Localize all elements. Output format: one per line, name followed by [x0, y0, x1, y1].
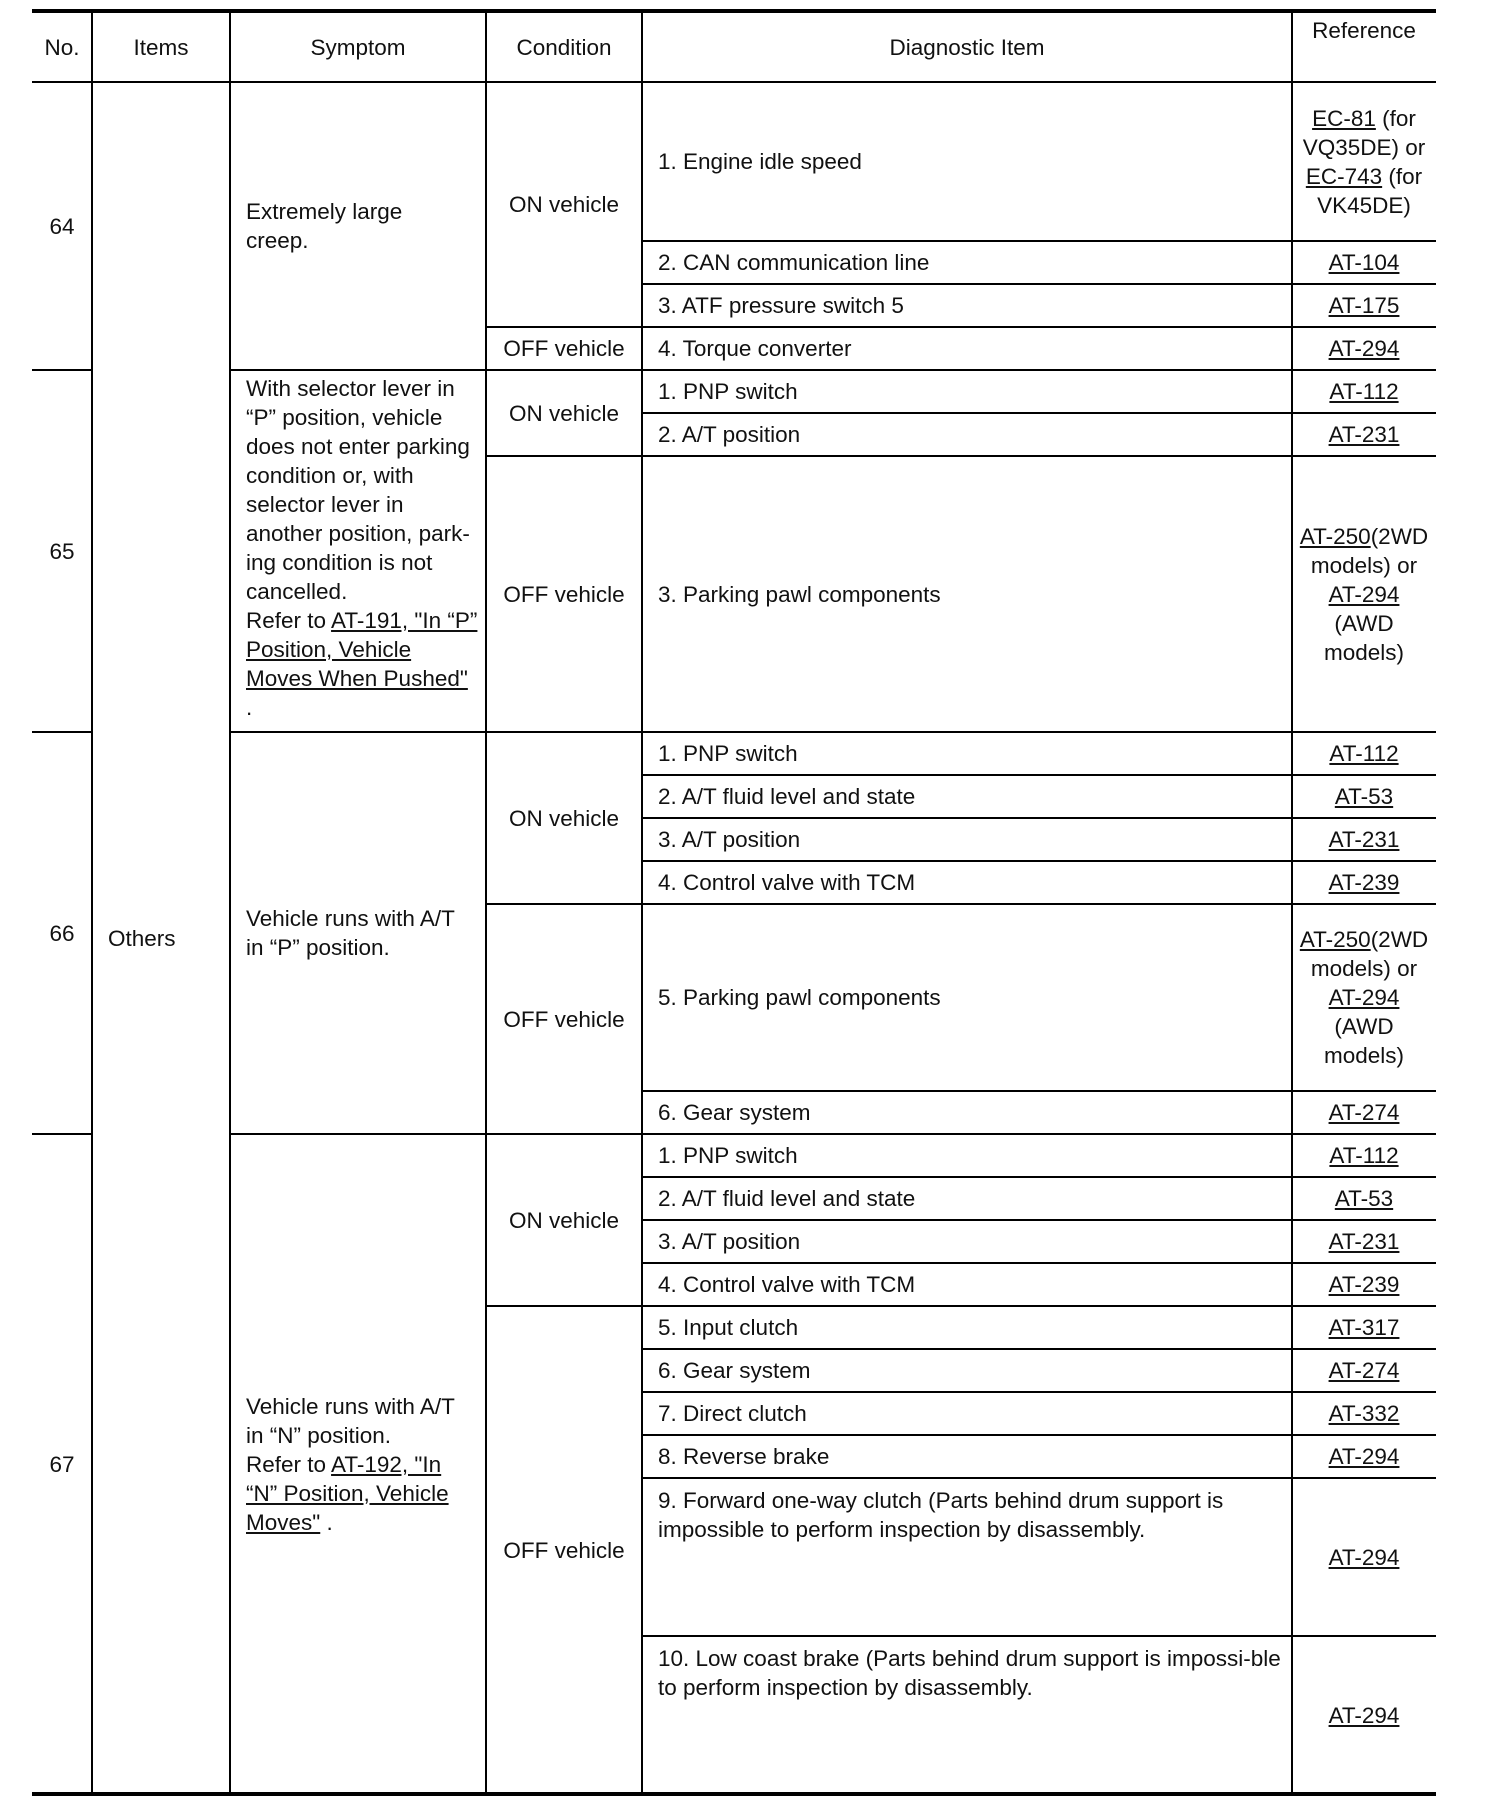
reference-cell: [1292, 1478, 1436, 1636]
condition-64-off: OFF vehicle: [503, 336, 625, 361]
diagnostic-item: 5. Parking pawl components: [658, 985, 941, 1010]
reference-cell: [1292, 370, 1436, 413]
condition-rule: [486, 1305, 1436, 1307]
reference-cell: [1292, 413, 1436, 456]
condition-rule: [486, 455, 1436, 457]
row-rule: [642, 1090, 1436, 1092]
condition-rule: [486, 326, 1436, 328]
reference-cell: [1292, 241, 1436, 284]
reference-cell: [1292, 1263, 1436, 1306]
reference-cell: [1292, 1134, 1436, 1177]
diagnostic-item: 2. A/T position: [658, 422, 801, 447]
diagnostic-item: 4. Control valve with TCM: [658, 870, 916, 895]
reference-link[interactable]: AT-239: [1328, 1272, 1400, 1297]
reference-link[interactable]: AT-239: [1328, 870, 1400, 895]
symptom-65-text: With selector lever in “P” position, vehicle does not enter parking condition or, with selector lever in another position, park-ing condition is not cancelled.: [246, 376, 470, 604]
reference-cell: [1292, 1091, 1436, 1134]
row-rule: [642, 1434, 1436, 1436]
symptom-67: [230, 1134, 486, 1794]
row-rule: [642, 283, 1436, 285]
row-rule: [642, 240, 1436, 242]
symptom-65-link[interactable]: AT-191, "In “P” Position, Vehicle Moves When Pushed": [246, 608, 478, 691]
diagnostic-item: 3. Parking pawl components: [658, 581, 941, 607]
header-reference: Reference: [1312, 18, 1416, 43]
reference-link[interactable]: AT-53: [1334, 1186, 1394, 1211]
header-condition: Condition: [516, 34, 612, 60]
reference-cell: [1292, 861, 1436, 904]
reference-cell: [1292, 1636, 1436, 1794]
condition-65-off: OFF vehicle: [503, 581, 625, 607]
reference-cell: [1292, 732, 1436, 775]
group-rule: [230, 1133, 1436, 1135]
top-rule: [32, 9, 1436, 13]
reference-link[interactable]: AT-231: [1328, 422, 1400, 447]
reference-link[interactable]: AT-53: [1334, 784, 1394, 809]
condition-67-off: OFF vehicle: [503, 1537, 625, 1563]
reference-cell: [1292, 327, 1436, 370]
reference-cell: [1292, 1306, 1436, 1349]
condition-rule: [486, 903, 1436, 905]
column-rule: [91, 12, 93, 1794]
diagnostic-item: 1. PNP switch: [658, 741, 798, 766]
reference-link[interactable]: AT-294: [1328, 985, 1400, 1010]
reference-cell: [1292, 1392, 1436, 1435]
diagnostic-item: 2. A/T fluid level and state: [658, 784, 916, 809]
reference-link[interactable]: AT-112: [1329, 741, 1399, 766]
row-rule: [642, 1391, 1436, 1393]
reference-cell: [1292, 82, 1436, 241]
reference-link[interactable]: AT-231: [1328, 1229, 1400, 1254]
reference-link[interactable]: AT-112: [1329, 1143, 1399, 1168]
row-rule: [642, 1635, 1436, 1637]
diagnostic-item: 3. A/T position: [658, 827, 801, 852]
group-rule: [230, 369, 1436, 371]
reference-link[interactable]: AT-250: [1299, 927, 1371, 952]
row-number-66: 66: [49, 920, 75, 946]
header-rule: [32, 81, 1436, 83]
diagnostic-item: 2. A/T fluid level and state: [658, 1186, 916, 1211]
reference-text: (for VQ35DE) or: [1302, 105, 1426, 160]
group-rule: [230, 731, 1436, 733]
diagnostic-item: 8. Reverse brake: [658, 1444, 830, 1469]
diagnostic-item: 3. ATF pressure switch 5: [658, 293, 904, 318]
header-symptom: Symptom: [310, 34, 406, 60]
symptom-64: Extremely large creep.: [246, 199, 403, 253]
reference-text: (2WD models) or: [1310, 927, 1429, 981]
reference-link[interactable]: EC-743: [1305, 163, 1383, 189]
reference-link[interactable]: AT-294: [1328, 1544, 1400, 1570]
group-rule: [32, 1133, 92, 1135]
row-number-64: 64: [49, 213, 75, 239]
row-rule: [642, 1176, 1436, 1178]
symptom-65-refer: Refer to: [246, 608, 332, 633]
diagnostic-item: 6. Gear system: [658, 1358, 811, 1383]
row-rule: [642, 860, 1436, 862]
diagnostic-item: 1. PNP switch: [658, 379, 798, 404]
diagnostic-item: 5. Input clutch: [658, 1315, 799, 1340]
reference-cell: [1292, 1177, 1436, 1220]
diagnostic-item: 4. Control valve with TCM: [658, 1272, 916, 1297]
reference-link[interactable]: AT-112: [1329, 379, 1399, 404]
diagnostic-item: 3. A/T position: [658, 1229, 801, 1254]
symptom-66: Vehicle runs with A/T in “P” position.: [246, 906, 455, 960]
diagnostic-item: 2. CAN communication line: [658, 250, 930, 275]
reference-link[interactable]: AT-175: [1328, 293, 1400, 318]
reference-cell: [1292, 1435, 1436, 1478]
diagnostic-item: 1. PNP switch: [658, 1143, 798, 1168]
reference-cell: [1292, 904, 1436, 1091]
row-rule: [642, 774, 1436, 776]
diagnostic-item: 7. Direct clutch: [658, 1401, 807, 1426]
reference-link[interactable]: AT-294: [1328, 1702, 1400, 1728]
row-rule: [642, 412, 1436, 414]
reference-link[interactable]: AT-250: [1299, 523, 1371, 549]
reference-link[interactable]: AT-274: [1328, 1100, 1400, 1125]
reference-cell: [1292, 284, 1436, 327]
row-rule: [642, 1477, 1436, 1479]
reference-link[interactable]: AT-294: [1328, 1444, 1400, 1469]
group-rule: [32, 369, 92, 371]
reference-text: (for VK45DE): [1317, 163, 1423, 218]
reference-cell: [1292, 456, 1436, 732]
symptom-67-text: Vehicle runs with A/T in “N” position.: [246, 1393, 455, 1448]
row-rule: [642, 817, 1436, 819]
reference-link[interactable]: AT-294: [1328, 336, 1400, 361]
reference-link[interactable]: AT-274: [1328, 1358, 1400, 1383]
reference-link[interactable]: AT-317: [1328, 1315, 1400, 1340]
symptom-67-end: .: [320, 1509, 333, 1535]
condition-67-on: ON vehicle: [508, 1207, 620, 1233]
column-rule: [229, 12, 231, 1794]
items-others: Others: [108, 925, 176, 951]
reference-link[interactable]: EC-81: [1312, 105, 1376, 131]
row-number-67: 67: [49, 1451, 75, 1477]
reference-cell: [1292, 818, 1436, 861]
header-diagnostic-item: Diagnostic Item: [889, 34, 1045, 60]
condition-65-on: ON vehicle: [508, 400, 620, 426]
bottom-rule: [32, 1792, 1436, 1796]
row-rule: [642, 1262, 1436, 1264]
group-rule: [32, 731, 92, 733]
row-rule: [642, 1348, 1436, 1350]
diagnostic-item: 10. Low coast brake (Parts behind drum support is impossi-ble to perform inspection by disassembly.: [658, 1646, 1281, 1700]
condition-66-on: ON vehicle: [508, 805, 620, 831]
symptom-67-refer: Refer to: [246, 1451, 332, 1477]
reference-text: (AWD models): [1323, 610, 1405, 665]
reference-link[interactable]: AT-104: [1328, 250, 1400, 275]
symptom-65: [230, 370, 486, 732]
reference-cell: [1292, 1220, 1436, 1263]
condition-64-on: ON vehicle: [508, 192, 620, 217]
header-items: Items: [133, 34, 189, 60]
symptom-65-end: .: [246, 695, 253, 720]
row-rule: [642, 1219, 1436, 1221]
header-no: No.: [44, 34, 80, 60]
symptom-67-link[interactable]: AT-192, "In “N” Position, Vehicle Moves": [246, 1451, 449, 1535]
diagnostic-item: 9. Forward one-way clutch (Parts behind drum support is impossible to perform inspection by disassembly.: [658, 1488, 1224, 1542]
diagnostic-item: 1. Engine idle speed: [658, 149, 862, 174]
reference-link[interactable]: AT-231: [1328, 827, 1400, 852]
reference-cell: [1292, 775, 1436, 818]
reference-cell: [1292, 1349, 1436, 1392]
row-number-65: 65: [49, 538, 75, 564]
reference-text: (2WD models) or: [1310, 523, 1429, 578]
reference-link[interactable]: AT-294: [1328, 581, 1400, 607]
reference-text: (AWD models): [1323, 1014, 1405, 1068]
diagnostic-item: 6. Gear system: [658, 1100, 811, 1125]
condition-66-off: OFF vehicle: [503, 1006, 625, 1032]
diagnostic-item: 4. Torque converter: [658, 336, 852, 361]
reference-link[interactable]: AT-332: [1328, 1401, 1400, 1426]
